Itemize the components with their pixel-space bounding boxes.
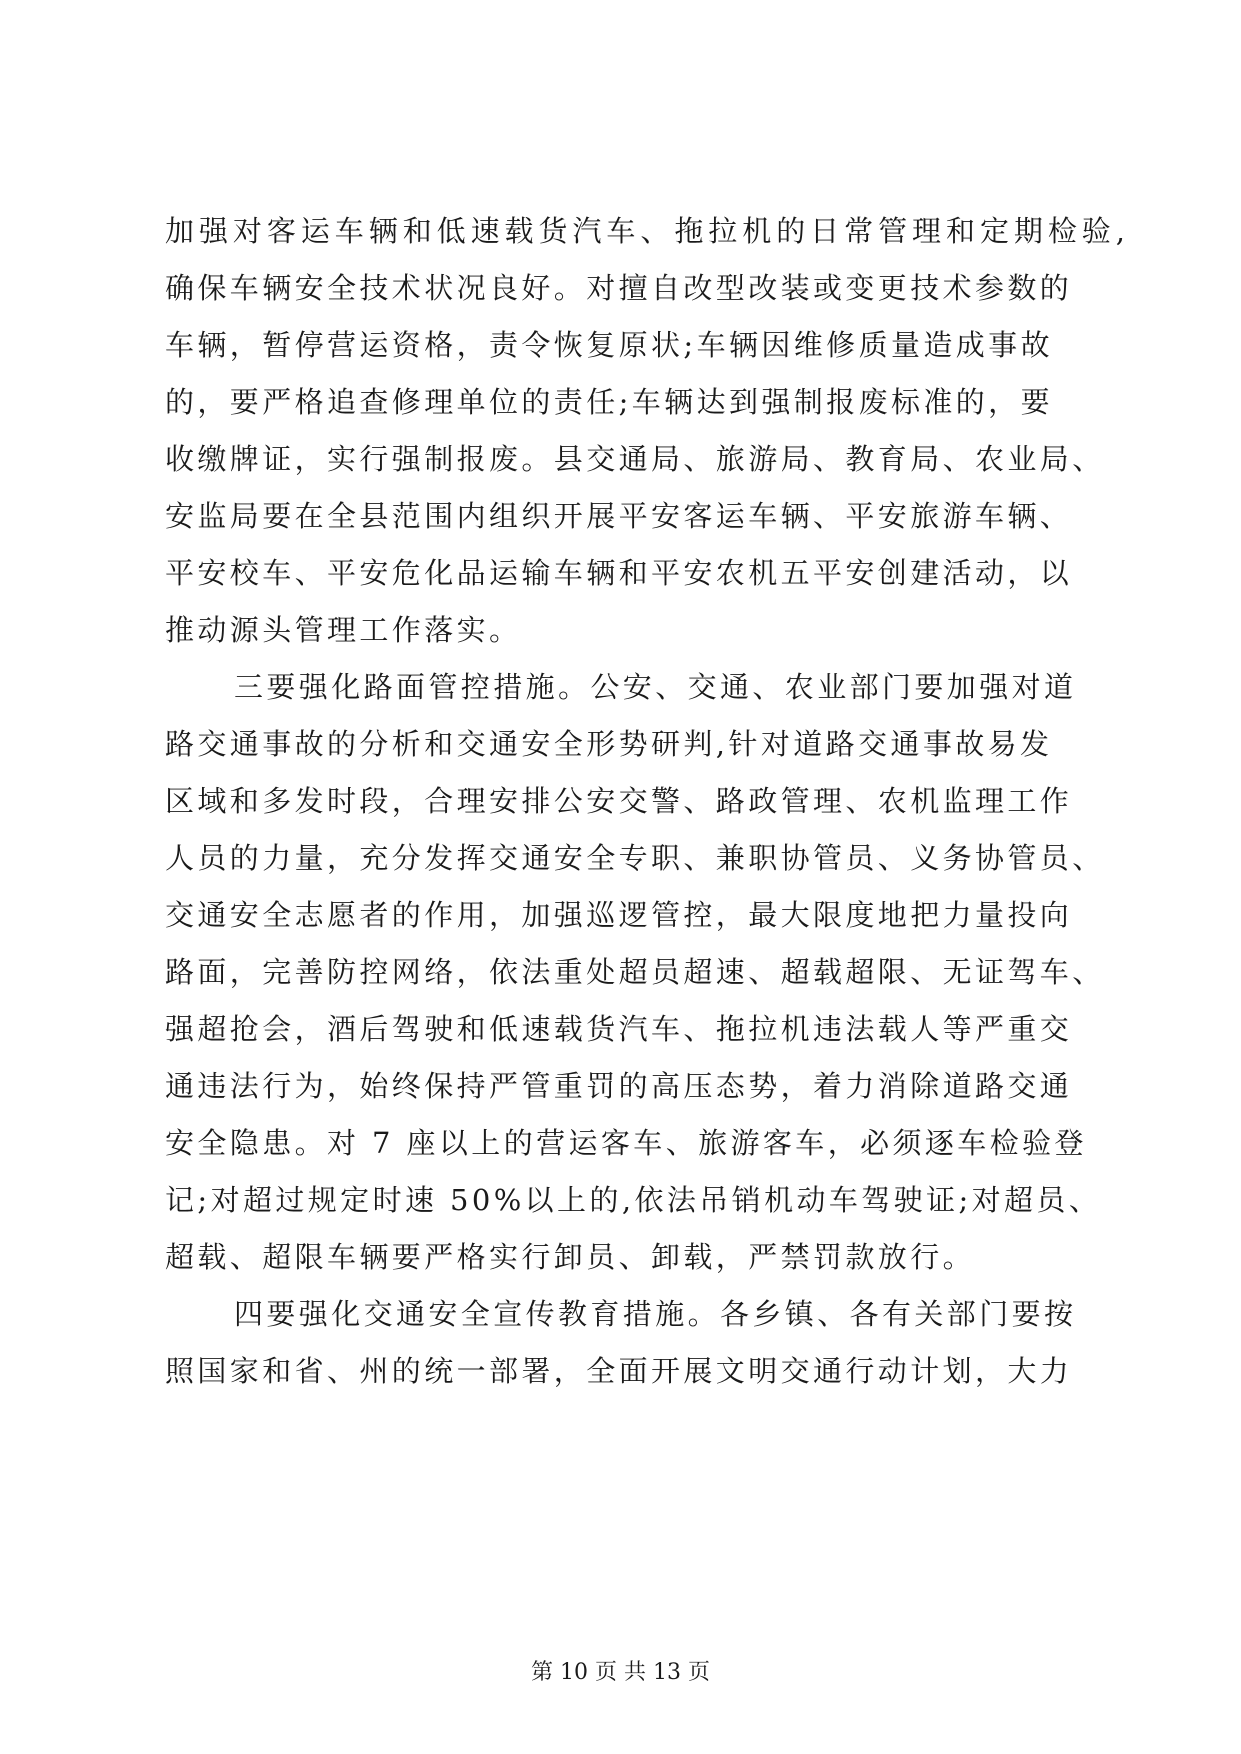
text-line: 强超抢会，酒后驾驶和低速载货汽车、拖拉机违法载人等严重交 — [165, 1012, 1073, 1046]
text-line: 的，要严格追查修理单位的责任;车辆达到强制报废标准的，要 — [165, 385, 1053, 419]
text-line: 路交通事故的分析和交通安全形势研判,针对道路交通事故易发 — [165, 727, 1053, 761]
text-line: 通违法行为，始终保持严管重罚的高压态势，着力消除道路交通 — [165, 1069, 1073, 1103]
paragraph-start-line: 四要强化交通安全宣传教育措施。各乡镇、各有关部门要按 — [234, 1297, 1077, 1331]
body-text — [165, 203, 1125, 1400]
page-number-footer: 第 10 页 共 13 页 — [531, 1660, 710, 1685]
text-line: 安监局要在全县范围内组织开展平安客运车辆、平安旅游车辆、 — [165, 499, 1073, 533]
text-line: 推动源头管理工作落实。 — [165, 613, 522, 647]
text-line: 车辆，暂停营运资格，责令恢复原状;车辆因维修质量造成事故 — [165, 328, 1053, 362]
text-line: 平安校车、平安危化品运输车辆和平安农机五平安创建活动，以 — [165, 556, 1073, 590]
text-line: 区域和多发时段，合理安排公安交警、路政管理、农机监理工作 — [165, 784, 1073, 818]
text-line: 记;对超过规定时速 50%以上的,依法吊销机动车驾驶证;对超员、 — [165, 1183, 1102, 1217]
paragraph-start-line: 三要强化路面管控措施。公安、交通、农业部门要加强对道 — [234, 670, 1077, 704]
text-line: 超载、超限车辆要严格实行卸员、卸载，严禁罚款放行。 — [165, 1240, 976, 1274]
text-line: 安全隐患。对 7 座以上的营运客车、旅游客车，必须逐车检验登 — [165, 1126, 1087, 1160]
text-line: 确保车辆安全技术状况良好。对擅自改型改装或变更技术参数的 — [165, 271, 1073, 305]
text-line: 路面，完善防控网络，依法重处超员超速、超载超限、无证驾车、 — [165, 955, 1105, 989]
text-line: 加强对客运车辆和低速载货汽车、拖拉机的日常管理和定期检验, — [165, 214, 1125, 248]
text-line: 人员的力量，充分发挥交通安全专职、兼职协管员、义务协管员、 — [165, 841, 1105, 875]
text-line: 收缴牌证，实行强制报废。县交通局、旅游局、教育局、农业局、 — [165, 442, 1105, 476]
text-line: 交通安全志愿者的作用，加强巡逻管控，最大限度地把力量投向 — [165, 898, 1073, 932]
text-line: 照国家和省、州的统一部署，全面开展文明交通行动计划，大力 — [165, 1354, 1073, 1388]
